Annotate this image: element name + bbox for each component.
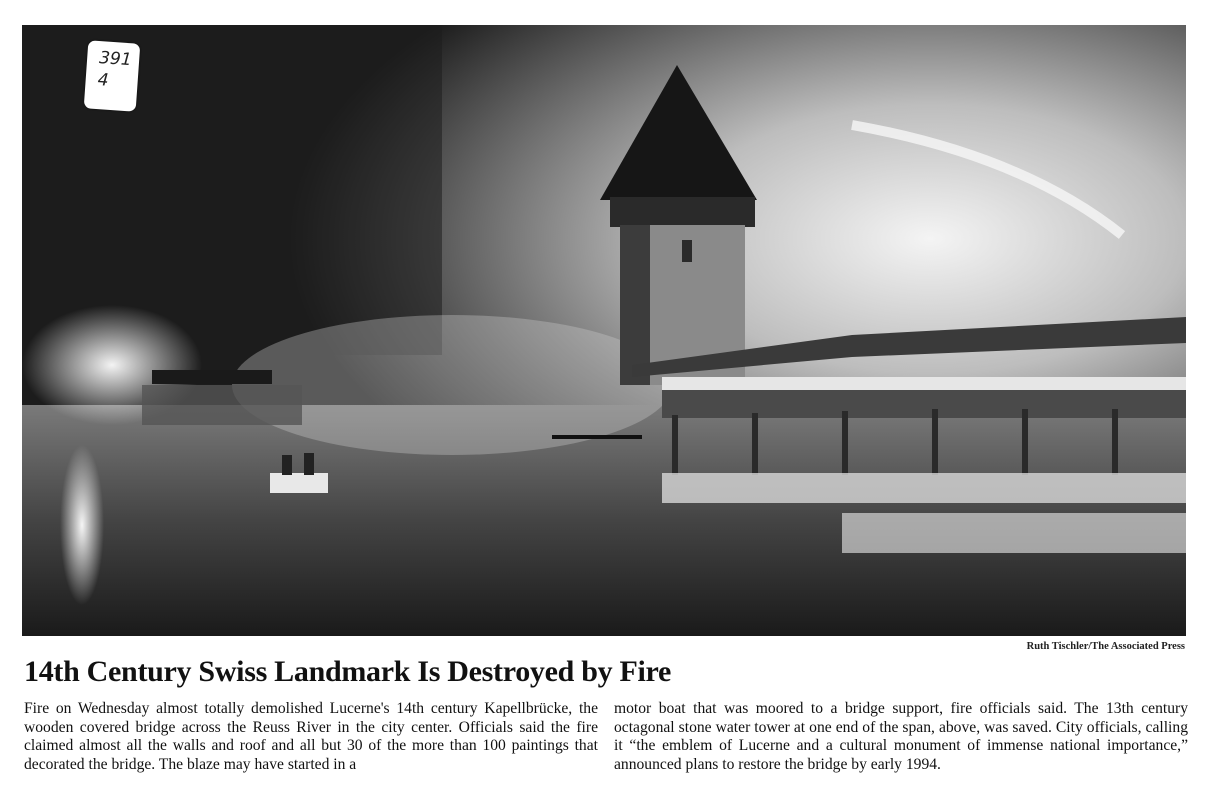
article-column-right: motor boat that was moored to a bridge support, fire officials said. The 13th century octagonal stone water tower at one end of the span, above, was saved. City officials, calling it “the emblem of Lucerne and a cultural monument of immense national importance,” announced plans to restore the bridge by early 1994. — [614, 700, 1188, 773]
note-text: 391 4 — [96, 48, 133, 91]
news-photo — [22, 25, 1186, 636]
article-column-left: Fire on Wednesday almost totally demolished Lucerne's 14th century Kapellbrücke, the wooden covered bridge across the Reuss River in the city center. Officials said the fire claimed almost all the walls and roof and all but 30 of the more than 100 paintings that decorated the bridge. The blaze may have started in a — [24, 700, 598, 773]
bridge-fire-image — [22, 25, 1186, 636]
headline: 14th Century Swiss Landmark Is Destroyed by Fire — [24, 655, 672, 688]
photo-credit: Ruth Tischler/The Associated Press — [1026, 641, 1185, 652]
handwritten-note — [84, 40, 141, 111]
article-body — [24, 700, 1188, 774]
